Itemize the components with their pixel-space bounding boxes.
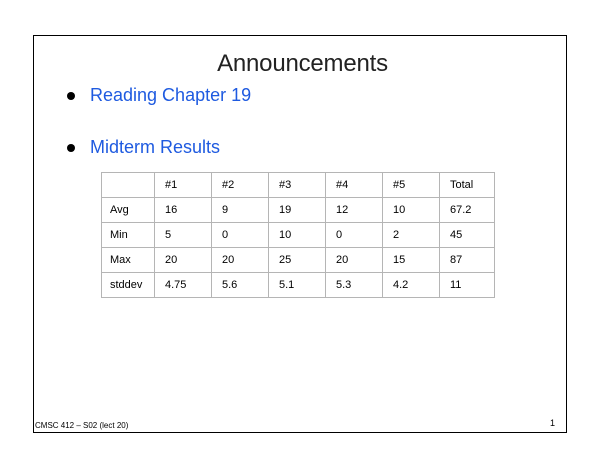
midterm-results-table	[101, 172, 495, 298]
table-cell: 20	[326, 248, 383, 273]
header-cell-total: Total	[440, 173, 495, 198]
row-label-min: Min	[102, 223, 155, 248]
table-cell: 20	[212, 248, 269, 273]
table-cell: 10	[383, 198, 440, 223]
bullet-text-reading: Reading Chapter 19	[90, 85, 252, 105]
header-cell-q4: #4	[326, 173, 383, 198]
header-cell-q3: #3	[269, 173, 326, 198]
table-cell: 5.3	[326, 273, 383, 298]
bullet-reading	[64, 85, 251, 106]
table-cell: 0	[326, 223, 383, 248]
table-cell: 25	[269, 248, 326, 273]
row-label-avg: Avg	[102, 198, 155, 223]
header-cell-q2: #2	[212, 173, 269, 198]
table-cell: 0	[212, 223, 269, 248]
table-cell: 5	[155, 223, 212, 248]
table-cell: 20	[155, 248, 212, 273]
table-cell: 12	[326, 198, 383, 223]
table-cell: 15	[383, 248, 440, 273]
bullet-dot-icon	[67, 92, 75, 100]
table-cell: 45	[440, 223, 495, 248]
table-cell: 5.1	[269, 273, 326, 298]
table-cell: 19	[269, 198, 326, 223]
table-cell: 4.2	[383, 273, 440, 298]
row-label-stddev: stddev	[102, 273, 155, 298]
header-cell-q5: #5	[383, 173, 440, 198]
table-row	[102, 223, 495, 248]
table-cell: 4.75	[155, 273, 212, 298]
bullet-text-midterm: Midterm Results	[90, 137, 221, 157]
table-cell: 9	[212, 198, 269, 223]
bullet-dot-icon	[67, 144, 75, 152]
footer-course-label: CMSC 412 – S02 (lect 20)	[35, 421, 129, 430]
table-cell: 11	[440, 273, 495, 298]
table-cell: 87	[440, 248, 495, 273]
table-row	[102, 198, 495, 223]
slide-title: Announcements	[217, 50, 388, 77]
table-header-row	[102, 173, 495, 198]
page-number: 1	[550, 418, 556, 428]
table-cell: 2	[383, 223, 440, 248]
table-row	[102, 248, 495, 273]
header-cell-empty	[102, 173, 155, 198]
header-cell-q1: #1	[155, 173, 212, 198]
table-row	[102, 273, 495, 298]
table-cell: 67.2	[440, 198, 495, 223]
row-label-max: Max	[102, 248, 155, 273]
bullet-midterm	[64, 137, 220, 158]
table-cell: 5.6	[212, 273, 269, 298]
table-cell: 10	[269, 223, 326, 248]
table-cell: 16	[155, 198, 212, 223]
